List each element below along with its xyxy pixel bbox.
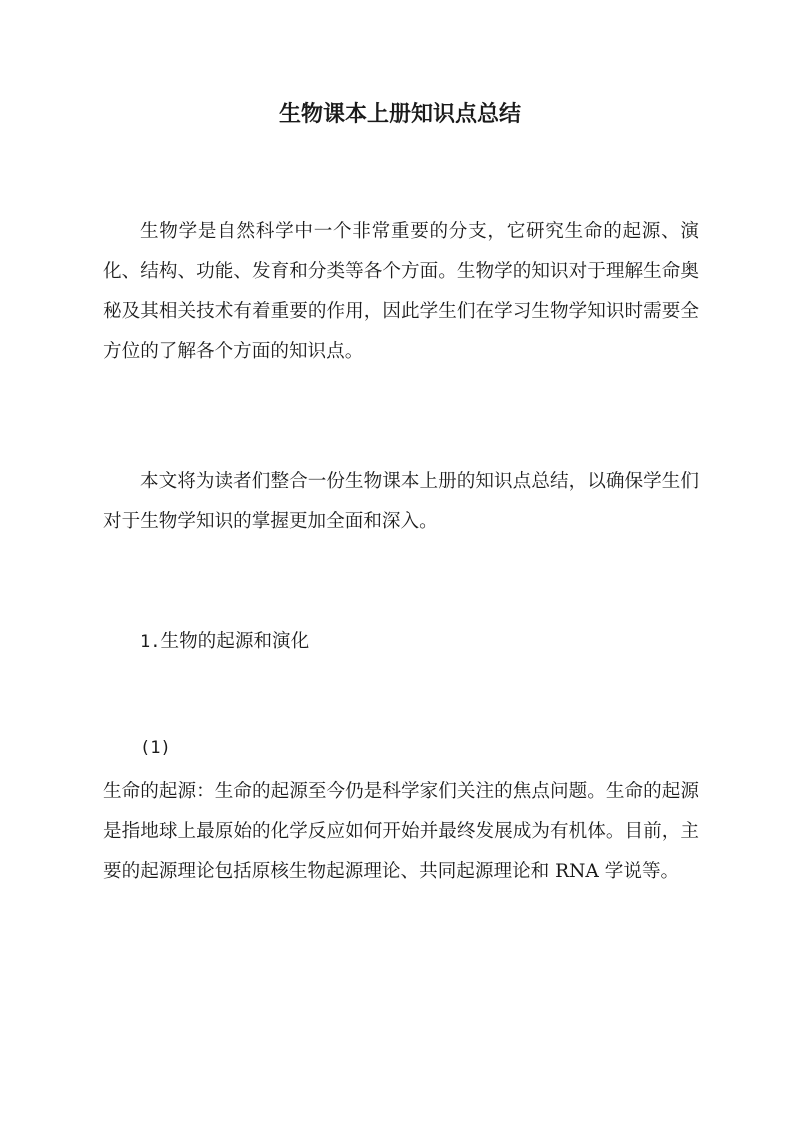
purpose-paragraph: 本文将为读者们整合一份生物课本上册的知识点总结，以确保学生们对于生物学知识的掌握更加全面和深入。 [103, 471, 699, 532]
subsection-label [140, 728, 171, 768]
section-heading [140, 622, 309, 662]
intro-paragraph: 生物学是自然科学中一个非常重要的分支，它研究生命的起源、演化、结构、功能、发育和分类等各个方面。生物学的知识对于理解生命奥秘及其相关技术有着重要的作用，因此学生们在学习生物学知识时需要全方位的了解各个方面的知识点。 [103, 221, 699, 362]
subsection-number: (1) [140, 738, 171, 758]
section-title: 生物的起源和演化 [160, 631, 310, 652]
document-title: 生物课本上册知识点总结 [278, 101, 521, 127]
section-number: 1. [140, 632, 161, 652]
origin-of-life-paragraph: 生命的起源：生命的起源至今仍是科学家们关注的焦点问题。生命的起源是指地球上最原始的化学反应如何开始并最终发展成为有机体。目前，主要的起源理论包括原核生物起源理论、共同起源理论和 RNA 学说等。 [103, 781, 699, 882]
